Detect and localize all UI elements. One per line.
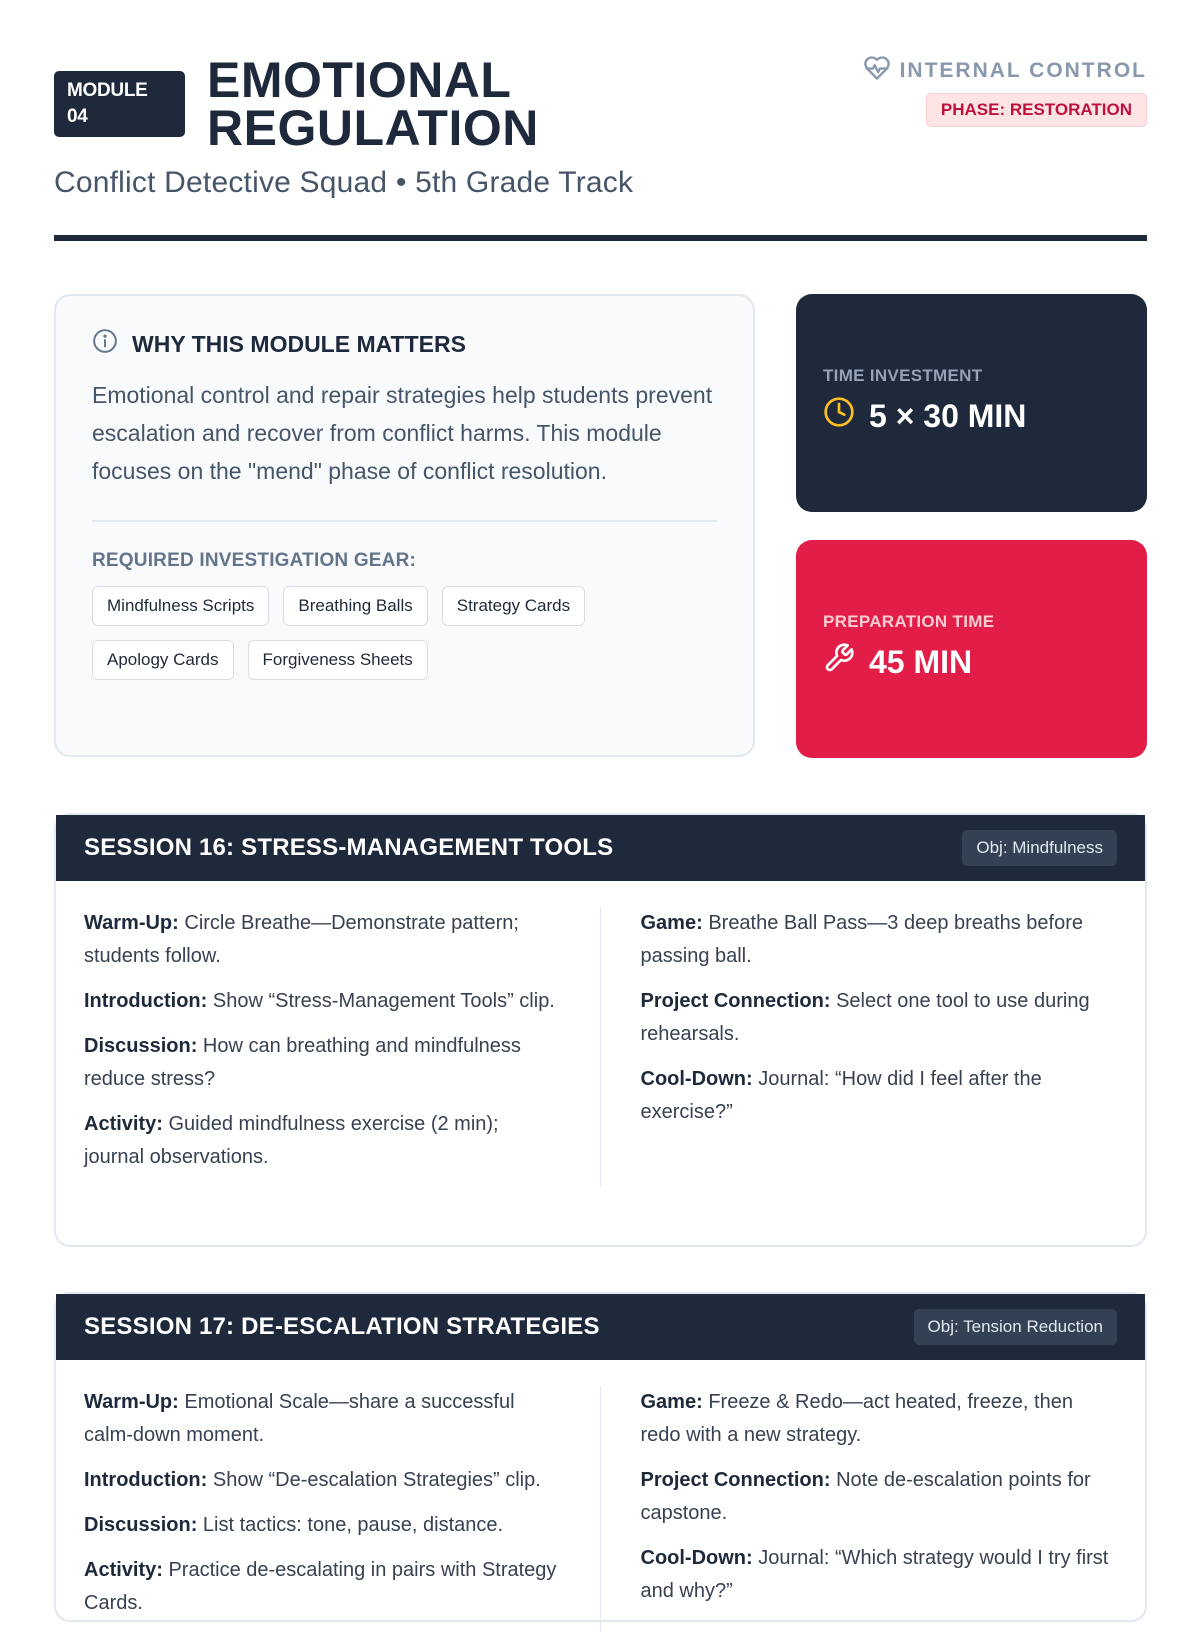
header-meta <box>862 54 1147 127</box>
time-investment-card <box>796 294 1147 512</box>
item-text: How can breathing and mindfulness reduce stress? <box>84 1035 521 1090</box>
page-subtitle: Conflict Detective Squad • 5th Grade Track <box>54 166 634 199</box>
module-badge <box>54 71 185 137</box>
item-text: List tactics: tone, pause, distance. <box>202 1514 504 1536</box>
session-item <box>641 1464 1118 1530</box>
clock-icon <box>823 396 855 436</box>
session-header <box>56 815 1145 881</box>
time-investment-value-text: 5 × 30 MIN <box>869 397 1027 434</box>
category-tag-label: INTERNAL CONTROL <box>899 59 1147 82</box>
why-body-text: Emotional control and repair strategies help students prevent escalation and recover from conflict harms. This module focuses on the "mend" phase of conflict resolution. <box>92 382 713 484</box>
item-text: Circle Breathe—Demonstrate pattern; students follow. <box>84 912 519 967</box>
session-16-card <box>54 813 1147 1247</box>
item-label: Cool-Down: <box>640 1068 753 1090</box>
session-right-column <box>601 1386 1118 1632</box>
session-item <box>84 985 560 1018</box>
session-item <box>641 907 1118 973</box>
header-divider <box>54 235 1147 241</box>
session-item <box>84 1554 560 1620</box>
item-text: Freeze & Redo—act heated, freeze, then redo with a new strategy. <box>640 1391 1073 1446</box>
session-item <box>84 1509 560 1542</box>
why-divider <box>92 520 717 522</box>
item-label: Discussion: <box>84 1035 198 1057</box>
item-label: Activity: <box>84 1113 163 1135</box>
item-label: Introduction: <box>84 1469 208 1491</box>
item-label: Project Connection: <box>640 1469 831 1491</box>
module-number: 04 <box>67 106 88 127</box>
phase-badge: PHASE: RESTORATION <box>926 93 1147 127</box>
session-right-column <box>601 907 1118 1186</box>
why-heading-text: WHY THIS MODULE MATTERS <box>132 330 466 357</box>
session-item <box>84 1386 560 1452</box>
heart-pulse-icon <box>862 54 892 88</box>
page-title <box>207 52 539 156</box>
wrench-icon <box>823 642 855 682</box>
gear-list <box>92 586 732 680</box>
item-label: Warm-Up: <box>84 912 179 934</box>
item-text: Journal: “How did I feel after the exercise?” <box>640 1068 1042 1123</box>
gear-chip: Forgiveness Sheets <box>248 640 428 680</box>
session-item <box>84 1108 560 1174</box>
gear-chip: Breathing Balls <box>283 586 427 626</box>
item-label: Cool-Down: <box>640 1547 753 1569</box>
item-text: Breathe Ball Pass—3 deep breaths before passing ball. <box>640 912 1083 967</box>
item-text: Practice de-escalating in pairs with Strategy Cards. <box>84 1559 557 1614</box>
item-text: Note de-escalation points for capstone. <box>640 1469 1091 1524</box>
preparation-time-card <box>796 540 1147 758</box>
preparation-time-value-text: 45 MIN <box>869 643 973 680</box>
item-label: Game: <box>640 912 703 934</box>
item-text: Show “Stress-Management Tools” clip. <box>212 990 555 1012</box>
item-label: Discussion: <box>84 1514 198 1536</box>
preparation-time-value <box>823 642 1120 682</box>
module-label: MODULE <box>67 80 148 101</box>
session-item <box>84 1030 560 1096</box>
session-item <box>641 1386 1118 1452</box>
preparation-time-label: PREPARATION TIME <box>823 612 995 631</box>
item-text: Select one tool to use during rehearsals. <box>640 990 1090 1045</box>
session-title: SESSION 16: STRESS-MANAGEMENT TOOLS <box>84 834 614 861</box>
time-investment-label: TIME INVESTMENT <box>823 366 983 385</box>
session-item <box>84 907 560 973</box>
session-17-card <box>54 1292 1147 1622</box>
module-header <box>54 54 1147 242</box>
session-title: SESSION 17: DE-ESCALATION STRATEGIES <box>84 1313 600 1340</box>
item-text: Show “De-escalation Strategies” clip. <box>212 1469 541 1491</box>
session-left-column <box>84 907 601 1186</box>
why-module-matters-card <box>54 294 755 757</box>
category-tag <box>862 54 1147 88</box>
session-body <box>56 881 1145 1186</box>
objective-badge: Obj: Mindfulness <box>962 830 1117 866</box>
why-heading <box>92 326 717 362</box>
gear-chip: Mindfulness Scripts <box>92 586 269 626</box>
item-text: Guided mindfulness exercise (2 min); journal observations. <box>84 1113 499 1168</box>
session-body <box>56 1360 1145 1632</box>
item-text: Emotional Scale—share a successful calm-down moment. <box>84 1391 515 1446</box>
session-item <box>641 985 1118 1051</box>
item-label: Introduction: <box>84 990 208 1012</box>
session-item <box>641 1063 1118 1129</box>
title-line-1: EMOTIONAL <box>207 52 512 108</box>
item-text: Journal: “Which strategy would I try first and why?” <box>640 1547 1109 1602</box>
time-investment-value <box>823 396 1120 436</box>
gear-chip: Strategy Cards <box>442 586 585 626</box>
session-item <box>84 1464 560 1497</box>
session-header <box>56 1294 1145 1360</box>
item-label: Game: <box>640 1391 703 1413</box>
session-item <box>641 1542 1118 1608</box>
item-label: Project Connection: <box>640 990 831 1012</box>
objective-badge: Obj: Tension Reduction <box>914 1309 1117 1345</box>
gear-label: REQUIRED INVESTIGATION GEAR: <box>92 550 417 571</box>
title-line-2: REGULATION <box>207 100 539 156</box>
gear-chip: Apology Cards <box>92 640 234 680</box>
info-icon <box>92 328 118 360</box>
item-label: Activity: <box>84 1559 163 1581</box>
session-left-column <box>84 1386 601 1632</box>
item-label: Warm-Up: <box>84 1391 179 1413</box>
